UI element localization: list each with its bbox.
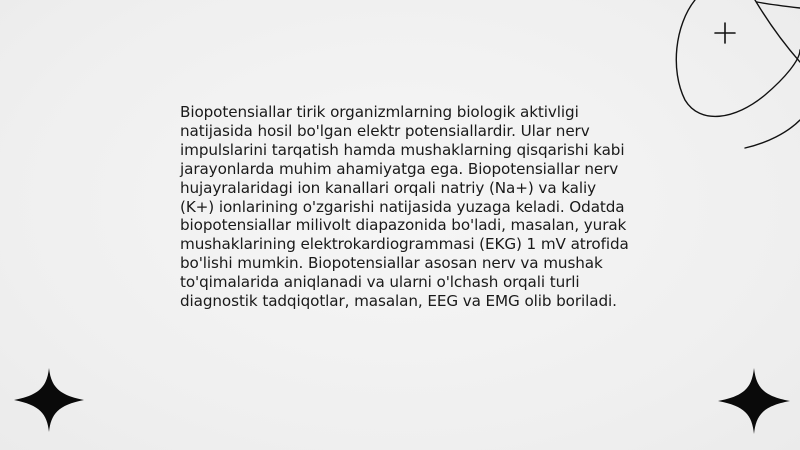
four-point-star-icon bbox=[718, 368, 790, 434]
four-point-star-icon bbox=[14, 368, 84, 432]
body-paragraph: Biopotensiallar tirik organizmlarning biologik aktivligi natijasida hosil bo'lgan elektr potensiallardir. Ular nerv impulslarini tarqatish hamda mushaklarning qisqarishi kabi jarayonlarda muhim ahamiyatga ega. Biopotensiallar nerv hujayralaridagi ion kanallari orqali natriy (Na+) va kaliy (K+) ionlarining o'zgarishi natijasida yuzaga keladi. Odatda biopotensiallar milivolt diapazonida bo'ladi, masalan, yurak mushaklarining elektrokardiogrammasi (EKG) 1 mV atrofida bo'lishi mumkin. Biopotensiallar asosan nerv va mushak to'qimalarida aniqlanadi va ularni o'lchash orqali turli diagnostik tadqiqotlar, masalan, EEG va EMG olib boriladi. bbox=[180, 103, 629, 311]
orbit-lines-icon bbox=[655, 0, 800, 150]
